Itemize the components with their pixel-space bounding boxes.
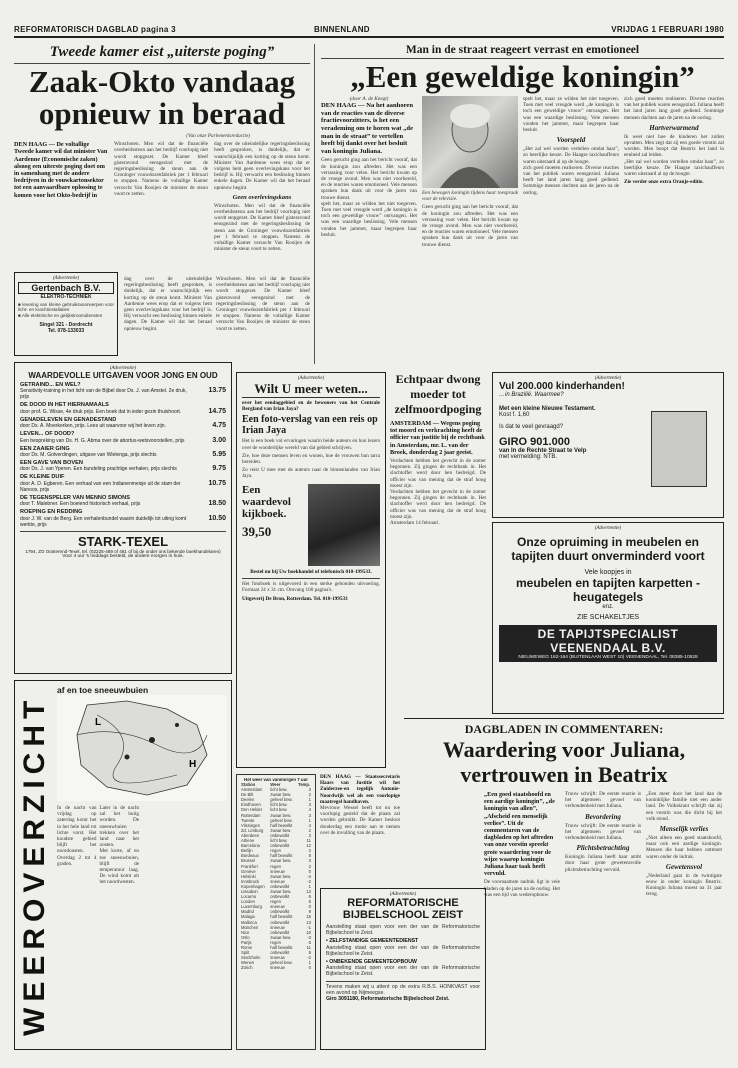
weather-station: Aberdeen [241,832,260,838]
weather-condition: geheel bew. [270,817,293,823]
book-item [20,446,226,458]
bible-line: Met een kleine Nieuwe Testament. [499,406,596,412]
book-item [20,417,226,429]
weather-condition: onbewolkt [270,894,290,900]
weather-station: München [241,924,259,930]
book-price: 18.50 [208,500,226,508]
book-title: GENADELEVEN EN GENADESTAND [20,416,117,423]
weather-section [14,680,232,1050]
okto-title-2: opnieuw in beraad [38,96,286,131]
weather-temp: 5 [308,899,311,905]
weather-station: Barcelona [241,843,260,849]
weather-condition: onbewolkt [270,929,290,935]
bible-sub: …in Brazilië. Waarmee? [499,392,564,398]
koningin-article [314,44,724,364]
book-title: LEVEN... OF DOOD? [20,431,75,438]
weather-station: Parijs [241,939,252,945]
weather-temp: 0 [308,965,311,971]
irian-zie: Zie, hoe deze mensen leven en wonen, hoe de vrouwen hun tarra bereiden. [242,452,380,466]
weather-temp: 1 [308,797,311,803]
irian-bestel: Bestel nu bij Uw boekhandel of telefonisch 010-199533. [250,568,372,575]
book-title: DE KLEINE DUIF [20,474,65,481]
queen-photo-caption: Een bewogen koningin tijdens haar toespraak voor de televisie. [422,190,518,203]
weather-temp: 12 [306,843,311,849]
weather-condition: zwaar bew. [270,827,292,833]
weather-temp: 13 [306,888,311,894]
weather-condition: regen [270,848,281,854]
weather-station: Kopenhagen [241,883,265,889]
book-row [20,388,226,400]
irian-body: Het is een boek vol ervaringen waarin beide auteurs en hun lezers over de wonderlijke wereld van dat gebied schrijven. [242,438,380,451]
books-note: Voor 4 uur 's middags besteld, de andere morgen in huis. [62,554,184,560]
book-row [20,438,226,444]
weather-temp: 1 [308,883,311,889]
book-row [20,501,226,507]
weather-condition: onbewolkt [270,909,290,915]
short-news-body: Mevrouw Wessel heeft tot nu toe voorlopig gesteld dat de plaats zal worden gebruikt. De Kamer besloot donderdag een motie aan te nemen over de invulling van de plaats. [320,805,400,836]
book-title: ROEPING EN REDDING [20,509,83,516]
irian-intro: over het eendaggebied en de bewoners van het Centrale Bergland van Irian Jaya? [242,400,380,413]
weather-condition: zwaar bew. [270,934,292,940]
weather-station: Nice [241,929,250,935]
weather-station: Mallorca [241,919,257,925]
bijbelschool-item-1: • ZELFSTANDIGE GEMEENTEDIENST [326,938,419,945]
koningin-more: Zie verder onze extra Oranje-editie. [624,179,704,186]
commentaren-lead: „Een goed staatshoofd en een aardige koningin”, „de koningin van allen”, „Afscheid een menselijk verlies”. Uit de commentaren van de dagbladen op het aftreden van onze vorstin spreekt grote waardering voor de wijze waarop koningin Juliana haar taak heeft vervuld. [484,791,555,878]
book-price: 13.75 [208,387,226,395]
queen-portrait-icon [422,96,518,188]
koningin-col3b: „Het zal wel worden vertellen omdat haar”, zo heerlijke keuze. De Haagse taxichauffeurs waren uiteraard al op de hoogte. [523,146,619,165]
weather-condition: zwaar bew. [270,873,292,879]
weather-station: Twente [241,817,255,823]
weather-station: Split [241,950,250,956]
weather-temp: 2 [308,792,311,798]
bijbelschool-item-2: • ONBEKENDE GEMEENTEOPBOUW [326,959,417,966]
svg-text:L: L [95,717,102,728]
masthead [14,24,724,38]
okto-col3b: Winschoten. Men wil dat de financiële overheidssteun aan het bedrijf voorlopig niet wordt stopgezet. De Kamer bleef gisteravond eensgezind met de regeringsbeslissing de steun aan de Groninger vouwdozenfabriek per 1 februari te stoppen. Namens de voltallige Kamer verzocht Van Rooijen de minister de steun voort te zetten. [214,202,310,253]
weather-station: Den Helder [241,807,263,813]
weather-temp: 1 [308,960,311,966]
weather-station: Helsinki [241,873,256,879]
short-news [320,774,400,884]
okto-col3: dag over de uiteindelijke regeringsbeslissing heeft gesproken, is duidelijk, dat er waarschijnlijk een korting op de steun komt. Minister Van Aardenne wees erop dat er volgens hem geen overlevingskans voor het bedrijf is. Hij verwacht een beslissing binnen enkele dagen. De Kamer wil dat het beraad opnieuw begint. [214,141,310,191]
weather-map-icon [57,695,227,801]
short-news-lead: DEN HAAG — Staatssecretaris Haars van Justitie wil het Zuiderzee-en tegelijk Antonie-Noordwijk wel als een voorlopige maatregel handhaven. [320,774,400,805]
queen-photo [422,96,518,188]
weather-station: Zürich [241,965,253,971]
book-item [20,474,226,492]
weather-temp: 2 [308,827,311,833]
weather-station: Oslo [241,934,250,940]
commentaren-sub-1: Bevordering [585,812,621,821]
book-description: door J. W. van de Berg. Een verhalenbundel waarin duidelijk tot uiting komt werkte, prijs [20,515,187,528]
koningin-col4: zich goed moeten realiseren. Diverse reacties van het publiek waren eensgezind. Juliana heeft het land jaren lang goed gediend. Sommige mensen dachten aan de jaren na de oorlog. [624,96,724,121]
weather-condition: half bewolkt [270,822,293,828]
weather-station: Brussel [241,858,255,864]
weather-condition: zwaar bew. [270,888,292,894]
weather-body-1: In de nacht van vrijdag op zaterdag komt het in het hele land tot lichte vorst. Het koudste gebied blijft het noordoosten. Overdag 2 tot 4 graden. [57,805,97,867]
bijbelschool-item-2-text: Aanstelling staat open voor een der van de Reformatorische Bijbelschool te Zeist. [326,965,480,978]
svg-text:H: H [189,759,197,770]
weather-temp: -2 [307,878,311,884]
book-row [20,516,226,528]
weather-map [57,685,227,803]
weather-station: Bordeaux [241,853,259,859]
weather-table-grid [239,782,313,970]
book-price: 14.75 [208,407,226,415]
weather-station: Deelen [241,797,255,803]
commentaren-body-5: „Niet alleen een goed staatshoofd, maar ook een aardige koningin. Mensen die haar hebben ontmoet waren onder de indruk. [646,835,722,860]
weather-condition: sneeuw [270,878,285,884]
irian-title: Wilt U meer weten... [242,381,380,398]
echtpaar-lead: AMSTERDAM — Wegens poging tot moord en verkrachting heeft de officier van justitie bij de rechtbank in Amsterdam, mr. L. van der Broek, donderdag 2 jaar geeist. [390,420,485,456]
book-item [20,402,226,414]
irian-price: 39,50 [242,523,272,539]
koningin-col3c: zich goed moeten realiseren. Diverse reacties van het publiek waren eensgezind. Juliana heeft het land jaren lang goed gediend. Sommige mensen dachten aan de jaren na de oorlog. [523,164,619,196]
weather-station: De Bilt [241,792,254,798]
weather-condition: half bewolkt [270,853,293,859]
book-description: door Ds. J. van Yperen. Een bundeling prachtige verhalen, prijs slechts [20,466,177,473]
irian-uitgever: Uitgeverij De Bron, Rotterdam. Tel. 010-199533 [242,596,348,603]
weather-condition: regen [270,899,281,905]
commentaren-sub-3: Menselijk verlies [659,825,709,834]
bijbelschool-title: REFORMATORISCHE BIJBELSCHOOL ZEIST [342,897,464,921]
weather-station: Madrid [241,909,254,915]
okto-sub: Geen overlevingskans [232,193,292,201]
commentaren-sub-2: Plichtsbetrachting [576,844,630,853]
weather-col-station: Station [241,782,256,787]
gertenbach-item-2: ■ Alle elektrische en gelijkstroomdiensten [18,312,103,318]
book-price: 10.75 [208,479,226,487]
book-item [20,431,226,443]
weather-station: Rotterdam [241,812,261,818]
bible-cost: Kost f. 1,60 [499,412,530,418]
weather-condition: geheel bew. [270,960,293,966]
book-title: EEN ZAAIER GING [20,445,70,452]
bible-giro: GIRO 901.000 [499,436,570,448]
koningin-col4b: Ik weet niet hoe de kinderen het zullen opvatten. Men zegt dat zij een goede vorstin zal worden. Men hoopt dat Beatrix het land in eenheid zal leiden. [624,133,724,159]
okto-kicker: Tweede kamer eist „uiterste poging” [14,44,310,64]
weather-condition: onbewolkt [270,832,290,838]
book-row [20,423,226,429]
echtpaar-title: Echtpaar dwong moeder tot zelfmoordpoging [394,372,482,416]
commentaren-kicker: DAGBLADEN IN COMMENTAREN: [464,722,664,736]
book-list [20,382,226,528]
bijbelschool-body: Aanstelling staat open voor een der van de Reformatorische Bijbelschool te Zeist. [326,924,480,937]
ad-tag: (Advertentie) [52,276,80,281]
weather-station: Athene [241,838,255,844]
gertenbach-item-1: ■ levering van kleine gebruiksvoorwerpen voor licht- en krachtinstallaties [18,302,114,313]
weather-station: Rome [241,945,253,950]
irian-book-ad [236,372,386,768]
weather-kicker: af en toe sneeuwbuien [57,685,149,695]
book-description: door Ds. A. Moerkerken, prijs. Lees uit waarvoor wij het leven zijn. [20,423,166,430]
book-title: EEN GAVE VAN BOVEN [20,460,83,467]
book-description: Een bespreking van Ds. H. G. Abma over de abortus-wetsvoorstellen, prijs [20,437,185,444]
irian-foto: Een foto-verslag van een reis op Irian Jaya [242,414,378,437]
koningin-col2: Geen gerucht ging aan het bericht vooraf, dat de koningin zou aftreden. Het was een verrassing voor velen. Het bericht kwam op de vroege avond. Men was niet voorbereid, en de reacties waren emotioneel. Vele mensen spraken hun dank uit voor de jaren van trouwe dienst. [422,204,518,248]
commentaren-body-3: Koningin Juliana heeft haar ambt door haar grote gewetensvolle plichtsbetrachting vervuld. [565,854,641,873]
weather-temp: 0 [308,904,311,910]
weather-temp: 8 [308,853,311,859]
weather-temp: 0 [308,868,311,874]
book-item [20,509,226,527]
commentaren-title-2: vertrouwen in Beatrix [460,762,668,787]
commentaren-title-1: Waardering voor Juliana, [442,737,686,762]
weather-temp: 1 [308,817,311,823]
weather-body-2: Later in de nacht zal het buiig worden. De sneeuwbuien trekken over het land naar het oosten. [99,805,139,849]
weather-station: Eindhoven [241,802,261,808]
books-shop: STARK-TEXEL [77,533,169,549]
weather-temp: -4 [307,873,311,879]
weather-temp: 4 [308,807,311,813]
commentaren-body-1b: Trouw schrijft: De eerste reactie is het algemeen gevoel van verbondenheid met Juliana. [565,791,641,810]
book-item [20,495,226,507]
books-address: 1794, ZO Oosterend-Texel, tel. (02225-489 of 481 of bij de onder ons bekende boekhandelaren) [25,548,221,554]
commentaren-body-2: Trouw schrijft: De eerste reactie is het algemeen gevoel van verbondenheid met Juliana. [565,822,641,842]
book-description: door Ds. M. Golverdingen, uitgave van Wielenga, prijs slechts [20,452,157,459]
book-price: 10.50 [208,514,226,522]
weather-temp: -3 [307,934,311,940]
weather-condition: zwaar bew. [270,792,292,798]
book-title: GETRAIND... EN WEL? [20,382,81,388]
gertenbach-address: Singel 321 - Dordrecht [39,322,93,329]
bijbelschool-item-1-text: Aanstelling staat open voor een der van de Reformatorische Bijbelschool te Zeist. [326,944,480,957]
okto-continued-2: Winschoten. Men wil dat de financiële overheidssteun aan het bedrijf voorlopig niet wordt stopgezet. De Kamer bleef gisteravond eensgezind met de regeringsbeslissing de steun aan de Groninger vouwdozenfabriek per 1 februari te stoppen. Namens de voltallige Kamer verzocht Van Rooijen de minister de steun voort te zetten. [216,276,310,332]
gertenbach-sub: ELEKTRO-TECHNIEK [40,294,92,300]
weather-temp: 10 [306,929,311,935]
okto-lead: DEN HAAG — De voltallige Tweede kamer wil dat minister Van Aardenne (Economische zaken) alsnog een uiterste poging doet om in samenhang met de andere bedrijven in de vouwkartonsektor tot een aanvaardbare oplossing te komen voor het Okto-bedrijf in [14,141,108,199]
bijbelschool-giro: Giro 3091180, Reformatorische Bijbelschool Zeist. [326,996,450,1003]
bible-note: met vermelding: NTB. [499,454,558,460]
weather-condition: half bewolkt [270,914,293,920]
book-description: door prof. G. Wisse, 4e druk prijs. Een boek dat in ieder gezin thuishoort. [20,408,182,415]
echtpaar-article [390,372,486,712]
echtpaar-date: Amsterdam 14 februari. [390,520,440,527]
carpet-ad [492,522,724,714]
weather-condition: regen [270,939,281,945]
carpet-zie: ZIE SCHAKELTJES [576,614,640,621]
weather-col-temp: Temp. [298,782,311,787]
book-description: Sensitivity-training in het licht van de Bijbel door Ds. J. van Amstel. 2e druk, prijs [20,388,187,401]
irian-kijkboek: Een waardevol kijkboek. [242,483,291,520]
book-title: DE TEGENSPELER VAN MENNO SIMONS [20,494,130,501]
weather-temp: 11 [306,838,311,844]
weather-condition: onbewolkt [270,919,290,925]
weather-condition: licht bew. [270,838,288,844]
weather-condition: onbewolkt [270,843,290,849]
weather-temp: 3 [308,802,311,808]
bible-giro-2: van In de Rechte Straat te Velp [499,448,587,454]
weather-condition: licht bew. [270,807,288,813]
weather-condition: sneeuw [270,965,285,971]
gertenbach-item-1-text: levering van kleine gebruiksvoorwerpen voor licht- en krachtinstallaties [18,302,114,313]
weather-station: Locarno [241,894,257,900]
gertenbach-name: Gertenbach B.V. [18,282,114,294]
koningin-col4c: „Het zal wel worden vertellen omdat haar”, zo heerlijke keuze. De Haagse taxichauffeurs waren uiteraard al op de hoogte. [624,158,724,178]
weather-condition: sneeuw [270,904,285,910]
book-row [20,452,226,458]
koningin-col3: spelt het, maar ze wilden het niet toegeven. Toen met veel vreugde werd „de koningin is toch een geweldige vrouw” ontvangen. Het was een waardige beslissing. Vele mensen vonden het jammer, maar begrepen haar besluit. [523,96,619,134]
weather-condition: sneeuw [270,868,285,874]
koningin-body: Geen gerucht ging aan het bericht vooraf, dat de koningin zou aftreden. Het was een verrassing voor velen. Het bericht kwam op de vroege avond. Men was niet voorbereid, en de reacties waren emotioneel. Vele mensen spraken hun dank uit voor de jaren van trouwe dienst. [321,157,417,201]
book-row [20,466,226,472]
book-row [20,409,226,415]
weather-condition: regen [270,863,281,869]
weather-temp: 3 [308,787,311,793]
weather-table-title: Het weer van vanmorgen 7 uur [244,777,308,782]
child-photo [651,411,707,487]
weather-station: Luxemburg [241,904,262,910]
books-ad-tag: (Advertentie) [109,366,137,371]
carpet-h2: Vele koopjes in [584,569,632,576]
weather-condition: onbewolkt [270,950,290,956]
weather-label: WEEROVERZICHT [18,694,51,1036]
weather-temp: -1 [307,924,311,930]
okto-col2: Winschoten. Men wil dat de financiële overheidssteun aan het bedrijf voorlopig niet wordt stopgezet. De Kamer bleef gisteravond eensgezind met de regeringsbeslissing de steun aan de Groninger vouwdozenfabriek per 1 februari te stoppen. Namens de voltallige Kamer verzocht Van Rooijen de minister de steun voort te zetten. [114,141,208,197]
masthead-paper: REFORMATORISCH DAGBLAD pagina 3 [14,25,176,34]
book-item [20,460,226,472]
weather-temp: 3 [308,858,311,864]
koningin-byline: (door A. de Knegt) [349,96,389,102]
irian-zoreist: Zo reist U mee met de auteurs naar de binnenlanden van Irian Jaya. [242,467,380,480]
weather-station: Frankfort [241,863,258,869]
books-title: WAARDEVOLLE UITGAVEN VOOR JONG EN OUD [28,371,218,380]
weather-condition: sneeuw [270,924,285,930]
weather-condition: licht bew. [270,802,288,808]
weather-temp: 6 [308,894,311,900]
weather-station: Zd. Limburg [241,827,264,833]
weather-temp: -2 [307,955,311,961]
weather-temp: 13 [306,919,311,925]
weather-text [57,805,139,1045]
weather-station: Genève [241,868,256,874]
weather-station: Berlijn [241,848,253,854]
commentaren-article [404,718,724,1050]
weather-temp: 2 [308,863,311,869]
bible-title: Vul 200.000 kinderhanden! [499,381,625,392]
weather-temp: 2 [308,848,311,854]
weather-condition: sneeuw [270,955,285,961]
carpet-headline: Onze opruiming in meubelen en tapijten duurt onverminderd voort [511,535,705,563]
carpet-ad-tag: (Advertentie) [594,526,622,531]
gertenbach-tel: Tel. 078-133033 [47,328,85,335]
weather-condition: half bewolkt [270,945,293,950]
okto-title-1: Zaak-Okto vandaag [28,64,296,99]
carpet-shop-address: NIEUWEWEG 162-164 (BUITENLAAN WEST 10) VEENENDAAL, Tel. 08385-10528 [518,655,698,660]
echtpaar-body-2: Verdachten hebben het gevecht in de zomer begonnen. Zij gingen de rechtbank in. Het slachtoffer werd door hen bedreigd. De officier was van mening dat de straf hoog moest zijn. [390,489,486,520]
weather-station: Malaga [241,914,255,920]
weather-temp: 3 [308,832,311,838]
carpet-shop-name: DE TAPIJTSPECIALIST [537,627,679,641]
weather-temp: 6 [308,939,311,945]
irian-ad-tag: (Advertentie) [297,376,325,381]
commentaren-body-6: „Nederland gaat in de twintigste eeuw in onder koningin Beatrix. Koningin Juliana moest na 31 jaar terug. [646,872,722,898]
koningin-sub-hartverwarmend: Hartverwarmend [649,123,699,132]
weather-row [239,965,313,970]
weather-temp: 3 [308,812,311,818]
bijbelschool-ad-tag: (Advertentie) [389,892,417,897]
weather-station: Vlissingen [241,822,261,828]
koningin-kicker: Man in de straat reageert verrast en emotioneel [321,44,724,59]
weather-temp: 4 [308,822,311,828]
weather-body-3: Met korte, af en toe sneeuwbuien, blijft de temperatuur laag. De wind komt uit het noordwesten. [99,848,139,886]
irian-book-cover [308,484,380,566]
weather-station: Londen [241,899,255,905]
weather-station: Amsterdam [241,787,263,793]
carpet-etc: enz. [602,604,614,610]
bijbelschool-contact: Tevens maken wij u attent op de extra R.B.S. HONKVAST voor een avond op Nijmeegse. [326,981,480,996]
koningin-body-2: spelt het, maar ze wilden het niet toegeven. Toen met veel vreugde werd „de koningin is toch een geweldige vrouw” ontvangen. Het was een waardige beslissing. Vele mensen vonden het jammer, maar begrepen haar besluit. [321,200,417,238]
gertenbach-ad [14,272,118,356]
weather-station: Innsbruck [241,878,260,884]
book-description: door A. D. Egberen. Een verhaal van een Indianenmeisje uit de stam der Nanoos, prijs [20,480,181,493]
weather-station: Stockholm [241,955,261,961]
commentaren-body-4: „Een meer door het land dan de koninklijke familie niet een ander land. De Volkskrant schrijft dat zij een vorstin was die dicht bij het volk stond. [646,791,722,822]
masthead-section: BINNENLAND [314,25,370,34]
koningin-sub-voorspeld: Voorspeld [556,136,586,145]
book-description: door T. Malebner. Een boeiend historisch verhaal, prijs [20,501,141,508]
book-row [20,481,226,493]
book-price: 9.75 [212,465,226,473]
masthead-date: VRIJDAG 1 FEBRUARI 1980 [611,25,724,34]
weather-table [236,774,316,1050]
carpet-shop-city: VEENENDAAL B.V. [550,641,666,655]
irian-info: Het fotoboek is uitgevoerd in een sterke gebonden uitvoering. Formaat 24 x 31 cm. Omvang 100 pagina's. [242,578,380,593]
gertenbach-item-2-text: Alle elektrische en gelijkstroomdiensten [21,312,103,318]
bible-ad-tag: (Advertentie) [594,376,622,381]
carpet-h3: meubelen en tapijten karpetten - heugategels [515,576,701,604]
book-item [20,382,226,400]
weather-condition: geheel bew. [270,797,293,803]
weather-station: Wenen [241,960,255,966]
okto-continued-1: dag over de uiteindelijke regeringsbeslissing heeft gesproken, is duidelijk, dat er waarschijnlijk een korting op de steun komt. Minister Van Aardenne wees erop dat er volgens hem geen overlevingskans voor het bedrijf is. Hij verwacht een beslissing binnen enkele dagen. De Kamer wil dat het beraad opnieuw begint. [124,276,212,332]
book-price: 3.00 [212,436,226,444]
weather-temp: 8 [308,950,311,956]
weather-condition: zwaar bew. [270,858,292,864]
weather-condition: zwaar bew. [270,812,292,818]
carpet-shop-banner [499,625,717,662]
commentaren-sub-4: Gewetensvol [665,862,703,871]
weather-condition: onbewolkt [270,883,290,889]
koningin-title: „Een geweldige koningin” [350,59,695,94]
bible-question: Is dat te veel gevraagd? [499,424,564,430]
weather-temp: 9 [308,909,311,915]
book-price: 5.95 [212,451,226,459]
books-ad [14,362,232,674]
echtpaar-body: Verdachten hebben het gevecht in de zomer begonnen. Zij gingen de rechtbank in. Het slachtoffer werd door hen bedreigd. De officier was van mening dat de straf hoog moest zijn. [390,458,486,489]
koningin-lead: DEN HAAG — Na het aanhoren van de reacties van de diverse fractievoorzitters, is het een verademing om te horen wat „de man in de straat” te vertellen heeft bij dankt over het besluit van koningin Juliana. [321,102,414,155]
weather-station: Lissabon [241,888,258,894]
okto-article [14,44,310,264]
commentaren-body-1: De voornaamste nadruk ligt in vele bladen op de jaren na de oorlog. Het was een tijd van wederopbouw. [484,879,560,898]
weather-condition: licht bew. [270,787,288,793]
weather-temp: 11 [306,945,311,950]
book-title: DE DOOD IN HET HIERNAMAALS [20,402,109,409]
book-price: 4.75 [212,422,226,430]
weather-col-weer: Weer [270,782,281,787]
bible-ad [492,372,724,518]
weather-temp: 15 [306,914,311,920]
okto-byline: (Van onze Parlementsredactie) [186,133,250,139]
